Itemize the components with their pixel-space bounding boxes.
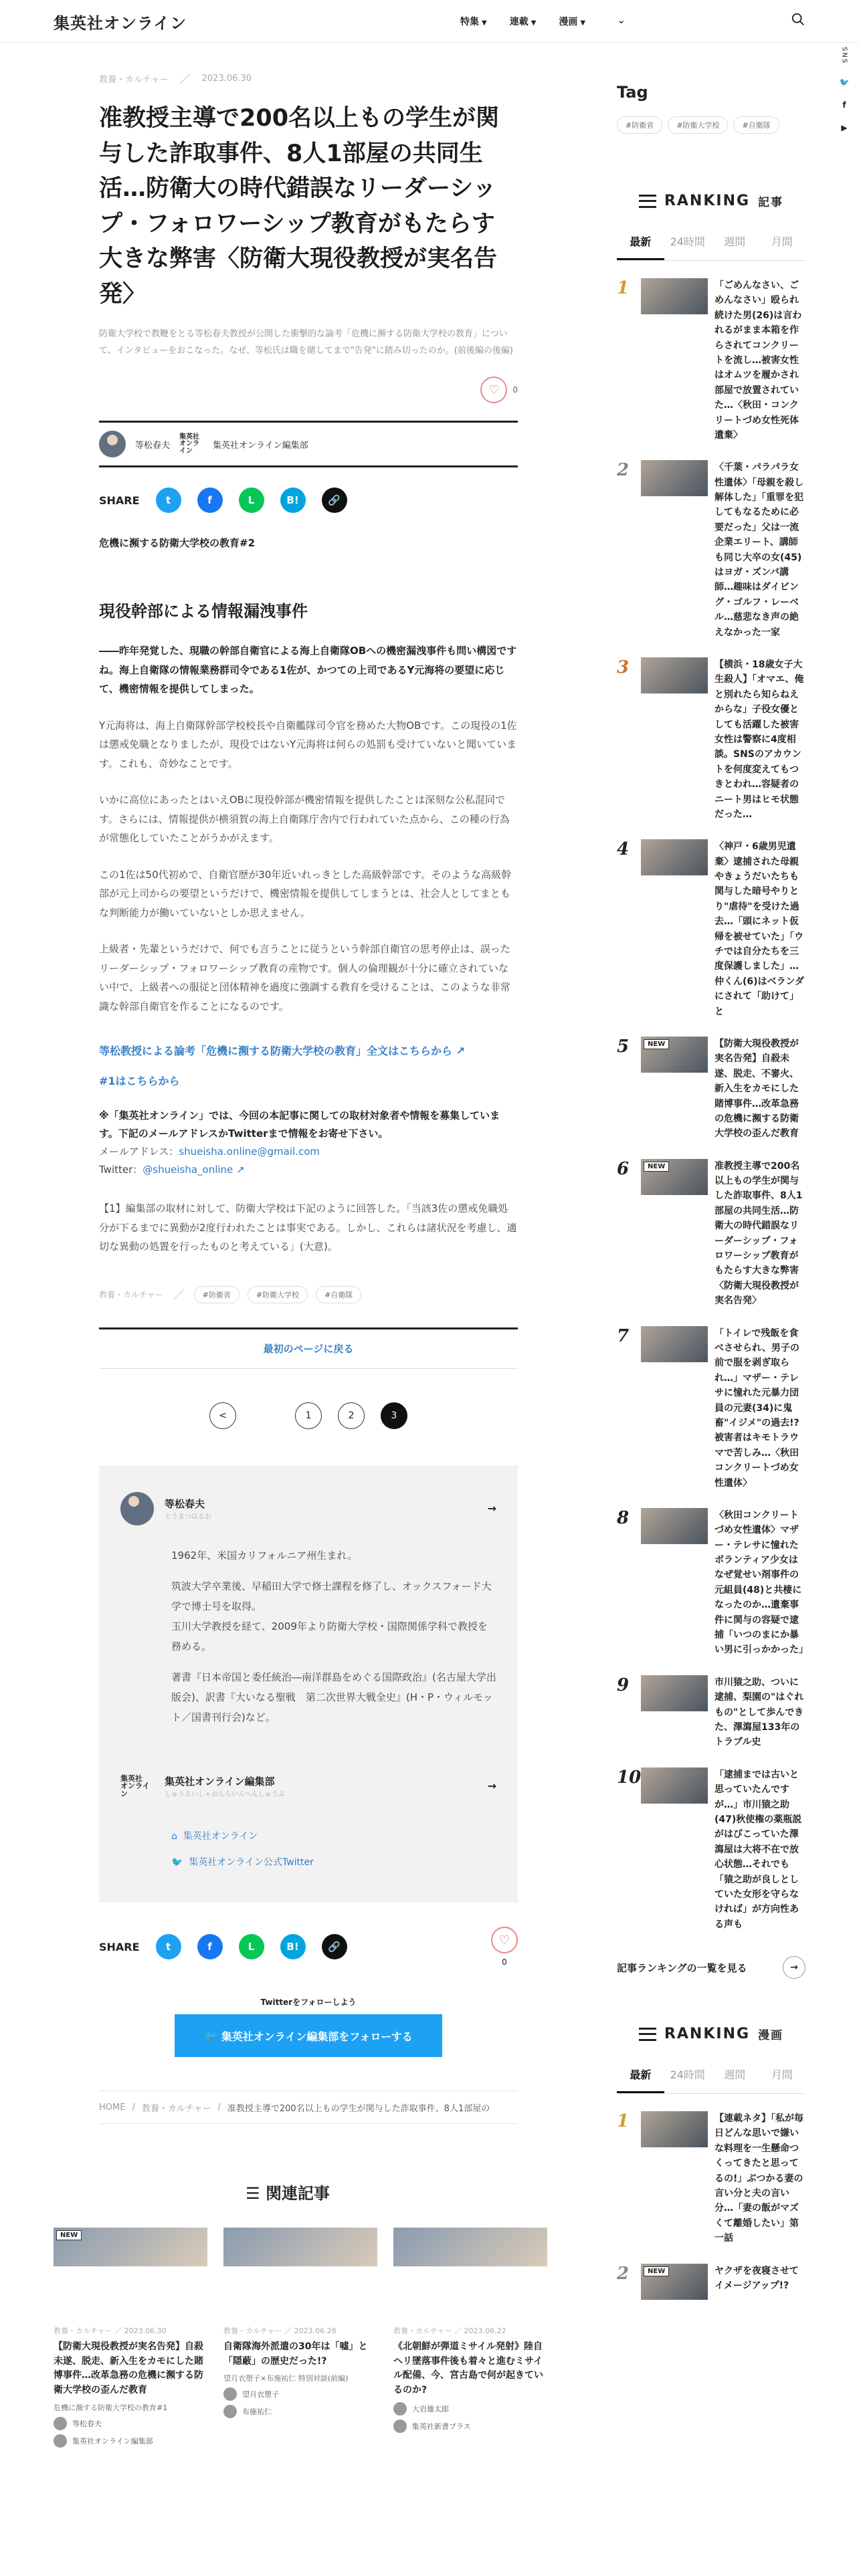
heart-icon[interactable]: ♡ — [491, 1927, 518, 1953]
like-count: 0 — [502, 1957, 507, 1967]
tab-month[interactable]: 月間 — [771, 235, 793, 248]
new-badge: NEW — [644, 1162, 669, 1172]
related-thumbnail — [393, 2228, 547, 2266]
ranking-thumbnail — [641, 839, 708, 875]
ranking-headline: 【防衛大現役教授が実名告発】自殺未遂、脱走、不審火、新入生をカモにした賭博事件…改革急務の危機に瀕する防衛大学校の歪んだ教育 — [714, 1038, 799, 1140]
divider — [173, 1289, 184, 1300]
sns-label: SNS — [840, 47, 848, 65]
footnote: 【1】編集部の取材に対して、防衛大学校は下記のように回答した。「当該3佐の懲戒免職処分が下るまでに異動が2度行われたことは事実である。しかし、これらは諸状況を考慮し、適切な異動の処置を行ったものと考えている」(大意)。 — [99, 1202, 517, 1253]
bio-line: 1962年、米国カリフォルニア州生まれ。 — [171, 1549, 358, 1562]
avatar — [99, 431, 126, 457]
share-bar — [99, 1927, 518, 1967]
divider — [179, 73, 190, 84]
ranking-item[interactable] — [617, 1675, 805, 1750]
bio-line: 著書『日本帝国と委任統治―南洋群島をめぐる国際政治』(名古屋大学出版会)、訳書『大いなる聖戦 第二次世界大戦全史』(H・P・ウィルモット／国書刊行会)など。 — [171, 1671, 496, 1723]
tag-chip[interactable]: #防衛大学校 — [248, 1286, 308, 1303]
external-link-icon: ↗ — [236, 1164, 245, 1176]
tab-latest[interactable]: 最新 — [617, 2066, 664, 2093]
related-headline: 《北朝鮮が弾道ミサイル発射》陸自ヘリ墜落事件後も着々と進むミサイル配備、今、宮古島で何が起きているのか? — [393, 2341, 543, 2396]
rank-number: 8 — [617, 1507, 630, 1528]
chevron-down-icon: ▼ — [482, 19, 487, 27]
twitter-share-button[interactable]: t — [156, 1934, 181, 1959]
ranking-item[interactable] — [617, 1326, 805, 1491]
ranking-item[interactable] — [617, 278, 805, 443]
ranking-thumbnail — [641, 460, 708, 496]
profile-bio — [120, 1545, 496, 1727]
related-author: 望月衣塑子 — [223, 2387, 377, 2401]
rank-number: 4 — [617, 839, 630, 860]
arrow-right-icon[interactable]: → — [487, 1780, 496, 1793]
part1-link[interactable]: #1はこちらから — [99, 1075, 180, 1088]
hatena-share-button[interactable]: B! — [280, 1934, 306, 1959]
ranking-thumbnail — [641, 1159, 708, 1195]
related-meta: 教養・カルチャー ／ 2023.06.30 — [54, 2327, 167, 2335]
facebook-icon[interactable]: f — [842, 100, 846, 110]
related-author: 集英社新書プラス — [393, 2420, 547, 2433]
question-paragraph: ――昨年発覚した、現職の幹部自衛官による海上自衛隊OBへの機密漏洩事件も問い構図ですね。海上自衛隊の情報業務群司令である1佐が、かつての上司であるY元海将の要望に応じて、機密情報を提供してしまった。 — [99, 645, 517, 695]
avatar — [223, 2387, 237, 2401]
related-thumbnail — [223, 2228, 377, 2266]
sidebar-tags — [617, 116, 805, 134]
rank-number: 6 — [617, 1158, 630, 1179]
mail-link[interactable]: shueisha.online@gmail.com — [179, 1146, 320, 1158]
breadcrumb-current: 准教授主導で200名以上もの学生が関与した詐取事件、8人1部屋の — [227, 2103, 490, 2114]
ranking-icon — [639, 195, 656, 208]
share-label: SHARE — [99, 494, 140, 507]
avatar — [54, 2434, 67, 2448]
tag-heading: Tag — [617, 83, 648, 102]
editor-header[interactable] — [120, 1774, 496, 1798]
back-to-first-page-button[interactable]: 最初のページに戻る — [99, 1327, 518, 1369]
chevron-down-icon: ▼ — [580, 19, 586, 27]
home-icon: ⌂ — [171, 1830, 177, 1842]
article-meta — [99, 72, 518, 85]
related-card[interactable] — [223, 2228, 377, 2448]
related-author: 集英社オンライン編集部 — [54, 2434, 207, 2448]
body-paragraph: 上級者・先輩というだけで、何でも言うことに従うという幹部自衛官の思考停止は、誤ったリーダーシップ・フォロワーシップ教育の産物です。個人の倫理観が十分に確立されていない中で、上級者への服従と団体精神を過度に強調する教育を受けることは、このような非常識な幹部自衛官を作ることになるのです。 — [99, 943, 510, 1012]
article-main — [99, 43, 518, 2124]
ranking-headline: 〈神戸・6歳男児遺棄〉逮捕された母親やきょうだいたちも関与した暗号やりとり"虐待"を受けた過去…「頭にネット仮帰を被せていた」「ウチでは自分たちを三度保護しました」…仲くん(6)はベランダにされて「助けて」と — [714, 841, 804, 1017]
related-card[interactable] — [393, 2228, 547, 2448]
ranking-item[interactable] — [617, 657, 805, 822]
ranking-headline: 市川猿之助、ついに逮捕、梨園の"はぐれもの"として歩んできた、澤瀉屋133年のトラブル史 — [714, 1677, 804, 1748]
profile-kana: とうまつはるお — [165, 1513, 211, 1521]
related-author: 布施祐仁 — [223, 2405, 377, 2418]
ranking-headline: 准教授主導で200名以上もの学生が関与した詐取事件、8人1部屋の共同生活…防衛大の時代錯誤なリーダーシップ・フォロワーシップ教育がもたらす大きな弊害〈防衛大現役教授が実名告発〉 — [714, 1160, 803, 1307]
nav-item-manga[interactable]: 漫画 ▼ — [559, 17, 586, 27]
avatar — [223, 2405, 237, 2418]
like-count: 0 — [512, 385, 518, 395]
facebook-share-button[interactable]: f — [197, 1934, 223, 1959]
tab-24h[interactable]: 24時間 — [670, 235, 705, 248]
ranking-thumbnail — [641, 657, 708, 693]
ranking-item[interactable] — [617, 2111, 805, 2246]
new-badge: NEW — [644, 2266, 669, 2276]
ranking-headline: 「ごめんなさい、ごめんなさい」殴られ続けた男(26)は言われるがまま本箱を作らされてコンクリートを流し…被害女性はオムツを履かされ部屋で放置されていた…〈秋田・コンクリートづめ女性死体遺棄〉 — [714, 280, 802, 441]
ranking-tabs — [617, 233, 805, 261]
line-share-button[interactable]: L — [239, 488, 264, 513]
tag-chip[interactable]: #自衛隊 — [733, 116, 779, 134]
pagination — [99, 1402, 518, 1429]
body-paragraph: いかに高位にあったとはいえOBに現役幹部が機密情報を提供したことは深刻な公私混同です。さらには、情報提供が横須賀の海上自衛隊庁舎内で行われていた点から、この種の行為が常態化していたことがうかがえます。 — [99, 794, 510, 845]
mail-line: メールアドレス：shueisha.online@gmail.com — [99, 1146, 320, 1158]
breadcrumb: HOME / 教養・カルチャー / 准教授主導で200名以上もの学生が関与した詐取事件、8人1部屋の — [99, 2090, 518, 2124]
ranking-item[interactable] — [617, 2264, 805, 2300]
ranking-more-link[interactable]: 記事ランキングの一覧を見る → — [617, 1956, 805, 1979]
ranking-headline: 【横浜・18歳女子大生殺人】「オマエ、俺と別れたら知らねえからな」子役女優としても活躍した被害女性は警察に4度相談。SNSのアカウントを何度変えてもつきとわれ…容疑者のニート男はヒモ状態だった… — [714, 659, 804, 820]
copy-link-button[interactable]: 🔗 — [322, 488, 347, 513]
rank-number: 2 — [617, 460, 630, 481]
ranking-thumbnail — [641, 1037, 708, 1073]
related-card[interactable] — [54, 2228, 207, 2448]
nav-item-feature[interactable]: 特集 ▼ — [460, 17, 487, 27]
ranking-headline: 「逮捕までは古いと思っていたんですが…」市川猿之助(47)秋使権の薬瓶説がはびこっていた澤瀉屋は大将不在で放心状態…それでも「猿之助が良しとしていた女形を守らなければ」が方向性ある声も — [714, 1769, 802, 1930]
ranking-headline: 〈千葉・パラパラ女性遺体〉「母親を殺し解体した」「重罪を犯してもなるために必要だった」父は一流企業エリート、講師も同じ大卒の女(45)はヨガ・ズンバ講師…趣味はダイビング・ゴルフ・レーベル…慈悲なき声の絶えなかった一家 — [714, 462, 803, 638]
page-2-button[interactable]: 2 — [338, 1402, 365, 1429]
ranking-item[interactable] — [617, 1159, 805, 1309]
ranking-item[interactable] — [617, 1507, 808, 1658]
page-3-button[interactable]: 3 — [381, 1402, 407, 1429]
ranking-thumbnail — [641, 1675, 708, 1711]
related-grid — [54, 2228, 543, 2448]
arrow-right-icon: → — [783, 1956, 805, 1979]
prev-page-button[interactable]: < — [209, 1402, 236, 1429]
full-text-link[interactable]: 等松教授による論考「危機に瀕する防衛大学校の教育」全文はこちらから ↗ — [99, 1045, 465, 1058]
sns-rail — [836, 47, 852, 132]
rank-number: 5 — [617, 1036, 630, 1057]
related-meta: 教養・カルチャー ／ 2023.06.28 — [223, 2327, 337, 2335]
section-heading: 現役幹部による情報漏洩事件 — [99, 602, 308, 621]
related-headline: 自衛隊海外派遣の30年は「嘘」と「隠蔽」の歴史だった!? — [223, 2341, 368, 2367]
related-series: 望月衣塑子×布施祐仁 特別対談(前編) — [223, 2374, 349, 2383]
related-author: 大岩雄太郎 — [393, 2402, 547, 2416]
profile-name: 等松春夫 — [165, 1497, 205, 1510]
ranking-thumbnail — [641, 1326, 708, 1362]
tab-week[interactable]: 週間 — [724, 235, 746, 248]
ranking-thumbnail — [641, 2264, 708, 2300]
breadcrumb-category[interactable]: 教養・カルチャー — [141, 2103, 211, 2114]
rank-number: 9 — [617, 1675, 630, 1695]
info-notice: ※「集英社オンライン」では、今回の本記事に関しての取材対象者や情報を募集しています。下記のメールアドレスかTwitterまで情報をお寄せ下さい。 — [99, 1109, 500, 1140]
avatar — [54, 2417, 67, 2430]
rank-number: 7 — [617, 1325, 630, 1346]
follow-button[interactable]: 🐦 集英社オンライン編集部をフォローする — [175, 2014, 442, 2057]
tag-chip[interactable]: #防衛省 — [194, 1286, 240, 1303]
home-link[interactable]: ⌂ 集英社オンライン — [171, 1830, 258, 1842]
twitter-link[interactable]: @shueisha_online — [142, 1164, 233, 1176]
profile-header[interactable] — [120, 1492, 496, 1525]
related-series: 危機に瀕する防衛大学校の教育#1 — [54, 2403, 168, 2412]
related-headline: 【防衛大現役教授が実名告発】自殺未遂、脱走、新入生をカモにした賭博事件…改革急務の危機に瀕する防衛大学校の歪んだ教育 — [54, 2341, 203, 2396]
ranking-thumbnail — [641, 1508, 708, 1544]
editor-name: 集英社オンライン編集部 — [165, 1775, 275, 1788]
ranking-item[interactable] — [617, 1767, 805, 1932]
editor-logo: 集英社 オンライン — [120, 1774, 150, 1798]
editor-logo: 集英社 オンライン — [179, 433, 200, 455]
editor-kana: しゅうえいしゃおんらいんへんしゅうぶ — [165, 1790, 285, 1798]
article-title: 准教授主導で200名以上もの学生が関与した詐取事件、8人1部屋の共同生活…防衛大の時代錯誤なリーダーシップ・フォロワーシップ教育がもたらす大きな弊害〈防衛大現役教授が実名告発〉 — [99, 105, 500, 308]
tag-chip[interactable]: #自衛隊 — [316, 1286, 361, 1303]
facebook-share-button[interactable]: f — [197, 488, 223, 513]
new-badge: NEW — [644, 1039, 669, 1049]
body-paragraph: この1佐は50代初めで、自衛官歴が30年近いれっきとした高級幹部です。そのような高級幹部が元上司からの要望というだけで、機密情報を提供してしまうとは、社会人としてまともな判断能力が働いていないとしか思えません。 — [99, 868, 512, 919]
rank-number: 3 — [617, 657, 630, 677]
ranking-headline: ヤクザを夜寝させてイメージアップ!? — [714, 2265, 799, 2291]
line-share-button[interactable]: L — [239, 1934, 264, 1959]
chevron-down-icon[interactable]: ⌄ — [617, 13, 626, 26]
category-link[interactable]: 教養・カルチャー — [99, 75, 169, 85]
ranking-item[interactable] — [617, 839, 805, 1019]
avatar — [393, 2420, 407, 2433]
site-header — [0, 0, 859, 43]
twitter-share-button[interactable]: t — [156, 488, 181, 513]
related-author: 等松春夫 — [54, 2417, 207, 2430]
ranking-headline: 〈秋田コンクリートづめ女性遺体〉マザー・テレサに憧れたボランティア少女はなぜ覚せい剤事件の元組員(48)と共棲になったのか…遺棄事件に関与の容疑で逮捕「いつのまにか暴い男に引っかかった」 — [714, 1509, 808, 1656]
rank-number: 2 — [617, 2263, 630, 2284]
category-link[interactable]: 教養・カルチャー — [99, 1290, 163, 1300]
copy-link-button[interactable]: 🔗 — [322, 1934, 347, 1959]
list-icon: ☰ — [246, 2184, 260, 2203]
tab-month[interactable]: 月間 — [771, 2068, 793, 2082]
article-lead: 防衛大学校で教鞭をとる等松春夫教授が公開した衝撃的な論考「危機に瀕する防衛大学校の教育」について、インタビューをおこなった。なぜ、等松氏は職を賭してまで"告発"に踏み切ったのか。(前後編の後編) — [99, 329, 513, 356]
manga-ranking-heading: RANKING 漫画 — [617, 2026, 805, 2042]
rank-number: 10 — [617, 1767, 642, 1788]
article-tags — [99, 1286, 518, 1303]
share-bar — [99, 488, 518, 513]
related-meta: 教養・カルチャー ／ 2023.06.22 — [393, 2327, 506, 2335]
rank-number: 1 — [617, 278, 630, 298]
ranking-thumbnail — [641, 278, 708, 314]
follow-label: Twitterをフォローしよう — [260, 1998, 357, 2008]
ranking-item[interactable] — [617, 1037, 805, 1142]
avatar — [120, 1492, 154, 1525]
site-logo[interactable]: 集英社オンライン — [54, 14, 187, 33]
nav-item-serial[interactable]: 連載 ▼ — [509, 17, 537, 27]
tab-week[interactable]: 週間 — [724, 2068, 746, 2082]
twitter-line: Twitter：@shueisha_online ↗ — [99, 1164, 245, 1176]
page-1-button[interactable]: 1 — [295, 1402, 322, 1429]
editor-links — [120, 1824, 496, 1876]
ranking-item[interactable] — [617, 460, 805, 640]
external-link-icon: ↗ — [456, 1045, 465, 1058]
twitter-icon[interactable]: 🐦 — [839, 78, 850, 88]
author-profile — [99, 1465, 518, 1903]
tag-chip[interactable]: #防衛省 — [617, 116, 662, 134]
bio-line: 玉川大学教授を経て、2009年より防衛大学校・国際関係学科で教授を務める。 — [171, 1620, 488, 1652]
arrow-right-icon[interactable]: → — [487, 1502, 496, 1515]
body-paragraph: Y元海将は、海上自衛隊幹部学校校長や自衛艦隊司令官を務めた大物OBです。この現役の1佐は懲戒免職となりましたが、現役ではないY元海将は何らの処罰も受けていないと聞いています。これも、奇妙なことです。 — [99, 719, 517, 770]
ranking-thumbnail — [641, 1767, 708, 1804]
tab-latest[interactable]: 最新 — [617, 233, 664, 260]
tab-24h[interactable]: 24時間 — [670, 2068, 705, 2082]
editor-name[interactable]: 集英社オンライン編集部 — [213, 440, 308, 451]
related-thumbnail — [54, 2228, 207, 2266]
hatena-share-button[interactable]: B! — [280, 488, 306, 513]
rank-number: 1 — [617, 2111, 630, 2132]
share-label: SHARE — [99, 1940, 140, 1953]
avatar — [393, 2402, 407, 2416]
ranking-headline: 「トイレで残飯を食べさせられ、男子の前で服を剥ぎ取られ…」マザー・テレサに憧れた元暴力団員の元妻(34)に鬼畜"イジメ"の過去!? 被害者はキモトラウマで苦しみ…〈秋田コンクリートづめ女性遺体〉 — [714, 1327, 799, 1489]
ranking-thumbnail — [641, 2111, 708, 2147]
official-twitter-link[interactable]: 🐦 集英社オンライン公式Twitter — [171, 1857, 314, 1868]
twitter-icon: 🐦 — [204, 2029, 218, 2042]
like-box — [491, 1927, 518, 1967]
ranking-icon — [639, 2028, 656, 2041]
ranking-list — [617, 278, 808, 1932]
tag-chip[interactable]: #防衛大学校 — [668, 116, 728, 134]
ranking-headline: 【連載ネタ】「私が毎日どんな思いで嫌いな料理を一生懸命つくってきたと思ってるの!」ぶつかる妻の言い分と夫の言い分…「妻の飯がマズくて離婚したい」第一話 — [714, 2113, 803, 2244]
ranking-heading: RANKING 記事 — [617, 193, 805, 209]
manga-ranking-tabs — [617, 2066, 805, 2094]
like-row — [99, 377, 518, 403]
related-articles — [54, 2180, 543, 2448]
heart-icon[interactable]: ♡ — [480, 377, 507, 403]
author-box — [99, 421, 518, 467]
search-icon[interactable] — [791, 12, 805, 27]
global-nav — [460, 15, 585, 28]
bio-line: 筑波大学卒業後、早稲田大学で修士課程を修了し、オックスフォード大学で博士号を取得。 — [171, 1580, 492, 1612]
breadcrumb-home[interactable]: HOME — [99, 2102, 126, 2113]
manga-ranking-list — [617, 2111, 805, 2300]
sidebar — [617, 43, 808, 2300]
series-title[interactable]: 危機に瀕する防衛大学校の教育#2 — [99, 537, 256, 550]
youtube-icon[interactable]: ▶ — [841, 123, 848, 133]
publish-date: 2023.06.30 — [201, 74, 252, 84]
related-title: ☰ 関連記事 — [246, 2184, 330, 2203]
author-name[interactable]: 等松春夫 — [135, 440, 171, 451]
new-badge: NEW — [56, 2230, 82, 2240]
chevron-down-icon: ▼ — [531, 19, 537, 27]
twitter-icon: 🐦 — [171, 1857, 183, 1868]
